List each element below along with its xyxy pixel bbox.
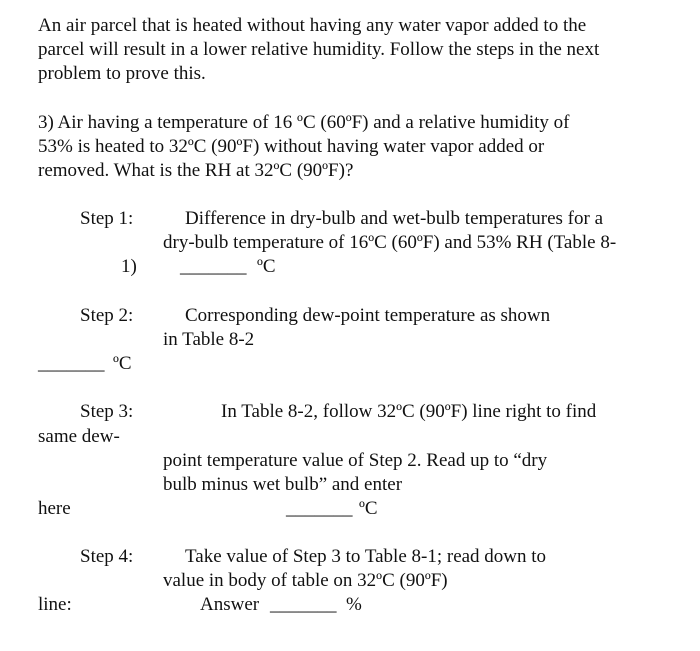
step1-line-2: dry-bulb temperature of 16ºC (60ºF) and 53% RH (Table 8- [163,232,617,253]
intro-line-2: parcel will result in a lower relative humidity. Follow the steps in the next [38,39,600,60]
step3-answer-blank[interactable]: _______ [286,498,353,519]
step1-answer-blank[interactable]: _______ [180,256,247,277]
problem-line-3: removed. What is the RH at 32ºC (90ºF)? [38,160,354,181]
step1-line-1: Difference in dry-bulb and wet-bulb temperatures for a [185,208,604,229]
answer-label: Answer [200,594,260,615]
step4-line-1: Take value of Step 3 to Table 8-1; read down to [185,546,547,567]
step3-unit: ºC [359,498,378,519]
intro-line-3: problem to prove this. [38,63,206,84]
step4-line-3: line: [38,594,72,615]
step3-line-3: point temperature value of Step 2. Read up to “dry [163,450,548,471]
step2-line-2: in Table 8-2 [163,329,255,350]
step2-label: Step 2: [80,305,134,326]
step3-label: Step 3: [80,401,134,422]
step2-unit: ºC [113,353,132,374]
step3-here: here [38,498,71,519]
step1-unit: ºC [257,256,276,277]
final-answer-blank[interactable]: _______ [270,594,337,615]
step1-label: Step 1: [80,208,134,229]
intro-line-1: An air parcel that is heated without having any water vapor added to the [38,15,587,36]
step3-line-4: bulb minus wet bulb” and enter [163,474,403,495]
step4-label: Step 4: [80,546,134,567]
step2-line-1: Corresponding dew-point temperature as shown [185,305,551,326]
step3-line-2: same dew- [38,426,120,447]
problem-line-2: 53% is heated to 32ºC (90ºF) without having water vapor added or [38,136,545,157]
step4-line-2: value in body of table on 32ºC (90ºF) [163,570,448,591]
step2-answer-blank[interactable]: _______ [38,353,105,374]
step1-table-ref: 1) [121,256,137,277]
step3-line-1: In Table 8-2, follow 32ºC (90ºF) line right to find [221,401,597,422]
problem-line-1: 3) Air having a temperature of 16 ºC (60ºF) and a relative humidity of [38,112,570,133]
step4-unit: % [346,594,362,615]
